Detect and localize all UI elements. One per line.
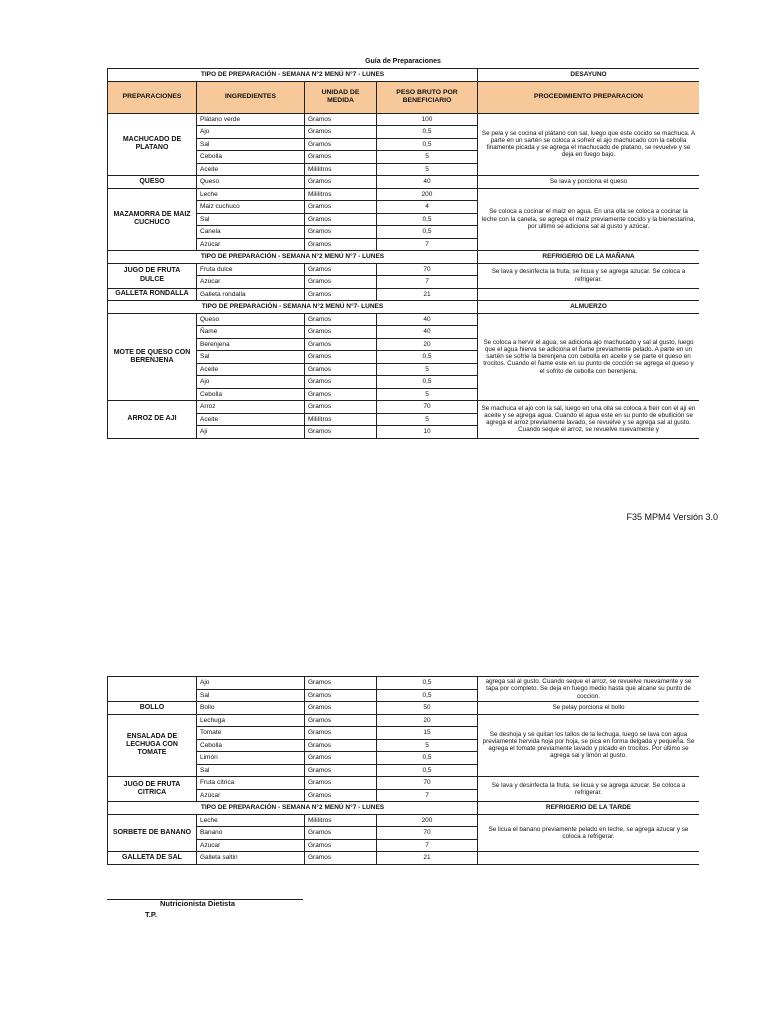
procedure-text: Se lava y desinfecta la fruta, se licua y se agrega azucar. Se coloca a refrigerar. — [478, 777, 700, 802]
unit-of-measure: Gramos — [305, 238, 377, 251]
procedure-text: Se machuca el ajo con la sal, luego en una olla se coloca a freír con el ají en aceite y se agrega agua. Cuando el agua este en su punto de ebullición se agrega el arroz previamente lavado, se revuelve y se agrega sal al gusto. Cuando seque el arroz, se revuelve nuevamente y — [478, 401, 700, 439]
preparation-name: MACHUCADO DE PLATANO — [108, 113, 197, 176]
header-peso: PESO BRUTO POR BENEFICIARIO — [377, 81, 478, 113]
ingredient-name: Bollo — [197, 702, 305, 715]
prep-group-mazamorra — [108, 188, 700, 251]
section-header-almuerzo — [108, 301, 700, 314]
unit-of-measure: Gramos — [305, 388, 377, 401]
ingredient-name: Azucar — [197, 839, 305, 852]
gross-weight: 70 — [377, 263, 478, 276]
ingredient-row — [108, 176, 700, 189]
unit-of-measure: Mililitros — [305, 163, 377, 176]
gross-weight: 0,5 — [377, 138, 478, 151]
unit-of-measure: Mililitros — [305, 413, 377, 426]
unit-of-measure: Gramos — [305, 702, 377, 715]
gross-weight: 21 — [377, 852, 478, 865]
ingredient-name: Cebolla — [197, 151, 305, 164]
unit-of-measure: Mililitros — [305, 188, 377, 201]
prep-group-arroz — [108, 401, 700, 439]
ingredient-name: Sal — [197, 351, 305, 364]
unit-of-measure: Gramos — [305, 176, 377, 189]
ingredient-row — [108, 313, 700, 326]
preparation-name: SORBETE DE BANANO — [108, 814, 197, 852]
ingredient-row — [108, 188, 700, 201]
section-refrigerio-tarde — [108, 802, 700, 815]
preparation-name: JUGO DE FRUTA CITRICA — [108, 777, 197, 802]
header-preparaciones: PREPARACIONES — [108, 81, 197, 113]
ingredient-row — [108, 113, 700, 126]
prep-group-bollo — [108, 702, 700, 715]
ingredient-name: Sal — [197, 138, 305, 151]
unit-of-measure: Gramos — [305, 326, 377, 339]
ingredient-name: Queso — [197, 313, 305, 326]
section-tipo: TIPO DE PREPARACIÓN - SEMANA N°2 MENÚ N°7 - LUNES — [108, 251, 478, 264]
section-meal: REFRIGERIO DE LA MAÑANA — [478, 251, 700, 264]
ingredient-row — [108, 714, 700, 727]
gross-weight: 7 — [377, 789, 478, 802]
preparation-name: JUGO DE FRUTA DULCE — [108, 263, 197, 288]
procedure-text: Se coloca a cocinar el maíz en agua. En una olla se coloca a cocinar la leche con la canela, se agrega el maíz previamente cocido y la bienestarina, por ultimo se adiciona sal al gusto y azúcar. — [478, 188, 700, 251]
prep-group-mote — [108, 313, 700, 401]
preparation-name: BOLLO — [108, 702, 197, 715]
header-procedimiento: PROCEDIMIENTO PREPARACION — [478, 81, 700, 113]
unit-of-measure: Gramos — [305, 313, 377, 326]
gross-weight: 20 — [377, 714, 478, 727]
procedure-text: Se deshoja y se quitan los tallos de la lechuga, luego se lava con agua previamente hervida hoja por hoja, se pica en forma delgada y pequeña. Se agrega el tomate previamente lavado y picado en trocitos. Por último se agrega sal y limón al gusto. — [478, 714, 700, 777]
gross-weight: 70 — [377, 401, 478, 414]
unit-of-measure: Gramos — [305, 126, 377, 139]
prep-group-galleta-rondalla — [108, 288, 700, 301]
unit-of-measure: Gramos — [305, 689, 377, 702]
ingredient-name: Tomate — [197, 727, 305, 740]
procedure-text: Se pelay porciona el bollo — [478, 702, 700, 715]
gross-weight: 0,5 — [377, 376, 478, 389]
gross-weight: 20 — [377, 338, 478, 351]
ingredient-row — [108, 401, 700, 414]
gross-weight: 40 — [377, 313, 478, 326]
ingredient-name: Queso — [197, 176, 305, 189]
unit-of-measure: Gramos — [305, 151, 377, 164]
procedure-text: Se coloca a hervir el agua, se adiciona ajo machucado y sal al gusto, luego que el agua hierva se adiciona el ñame previamente pelado. A parte en un sartén se sofríe la berenjena con cebolla en aceite y se parte el queso en trocitos. Cuando el ñame este en su punto de cocción se agrega el queso y el sofrito de cebolla con berenjena. — [478, 313, 700, 401]
ingredient-name: Banano — [197, 827, 305, 840]
prep-group-jugo-dulce — [108, 263, 700, 288]
gross-weight: 7 — [377, 276, 478, 289]
ingredient-name: Berenjena — [197, 338, 305, 351]
procedure-text: Se licua el banano previamente pelado en leche, se agrega azucar y se coloca a refrigerar. — [478, 814, 700, 852]
unit-of-measure: Gramos — [305, 138, 377, 151]
preparation-name: GALLETA DE SAL — [108, 852, 197, 865]
gross-weight: 7 — [377, 238, 478, 251]
prep-group-jugo-citrica — [108, 777, 700, 802]
ingredient-row — [108, 852, 700, 865]
preparation-name: ENSALADA DE LECHUGA CON TOMATE — [108, 714, 197, 777]
preparation-name: QUESO — [108, 176, 197, 189]
section-meal: REFRIGERIO DE LA TARDE — [478, 802, 700, 815]
unit-of-measure: Gramos — [305, 789, 377, 802]
ingredient-name: Sal — [197, 764, 305, 777]
gross-weight: 0,5 — [377, 752, 478, 765]
ingredient-name: Aceite — [197, 363, 305, 376]
gross-weight: 70 — [377, 827, 478, 840]
ingredient-name: Fruta cítrica — [197, 777, 305, 790]
section-refrigerio-manana — [108, 251, 700, 264]
unit-of-measure: Mililitros — [305, 814, 377, 827]
unit-of-measure: Gramos — [305, 213, 377, 226]
section-tipo: TIPO DE PREPARACIÓN - SEMANA N°2 MENÚ N°7 - LUNES — [108, 69, 478, 82]
gross-weight: 7 — [377, 839, 478, 852]
ingredient-name: Ajo — [197, 376, 305, 389]
ingredient-name: Sal — [197, 689, 305, 702]
procedure-text: Se lava y porciona el queso — [478, 176, 700, 189]
gross-weight: 200 — [377, 814, 478, 827]
table-body-page-1 — [108, 69, 700, 114]
section-almuerzo — [108, 301, 700, 314]
header-unidad: UNIDAD DE MEDIDA — [305, 81, 377, 113]
ingredient-row — [108, 288, 700, 301]
ingredient-row — [108, 677, 700, 690]
ingredient-name: Arroz — [197, 401, 305, 414]
section-header-refrigerio-tarde — [108, 802, 700, 815]
section-tipo: TIPO DE PREPARACIÓN - SEMANA N°2 MENÚ N°7- LUNES — [108, 301, 478, 314]
gross-weight: 100 — [377, 113, 478, 126]
header-ingredientes: INGREDIENTES — [197, 81, 305, 113]
gross-weight: 40 — [377, 326, 478, 339]
gross-weight: 5 — [377, 163, 478, 176]
unit-of-measure: Gramos — [305, 401, 377, 414]
ingredient-name: Cebolla — [197, 739, 305, 752]
unit-of-measure: Gramos — [305, 288, 377, 301]
unit-of-measure: Gramos — [305, 852, 377, 865]
gross-weight: 0,5 — [377, 677, 478, 690]
ingredient-name: Galleta rondalla — [197, 288, 305, 301]
gross-weight: 21 — [377, 288, 478, 301]
procedure-text: agrega sal al gusto. Cuando seque el arroz, se revuelve nuevamente y se tapa por completo. Se deja en fuego medio hasta que alcane su punto de coccion. — [478, 677, 700, 702]
preparation-name — [108, 677, 197, 702]
ingredient-row — [108, 263, 700, 276]
unit-of-measure: Gramos — [305, 739, 377, 752]
unit-of-measure: Gramos — [305, 201, 377, 214]
ingredient-row — [108, 777, 700, 790]
gross-weight: 15 — [377, 727, 478, 740]
unit-of-measure: Gramos — [305, 839, 377, 852]
gross-weight: 50 — [377, 702, 478, 715]
ingredient-name: Ajo — [197, 126, 305, 139]
ingredient-name: Limón — [197, 752, 305, 765]
preparations-table-page-1 — [107, 68, 699, 483]
preparation-name: ARROZ DE AJI — [108, 401, 197, 439]
ingredient-name: Aceite — [197, 413, 305, 426]
section-meal: DESAYUNO — [478, 69, 700, 82]
gross-weight: 0,5 — [377, 126, 478, 139]
preparation-name: GALLETA RONDALLA — [108, 288, 197, 301]
preparations-table-page-2 — [107, 676, 699, 869]
gross-weight: 5 — [377, 151, 478, 164]
prep-group-queso — [108, 176, 700, 189]
ingredient-name: Lechuga — [197, 714, 305, 727]
unit-of-measure: Gramos — [305, 752, 377, 765]
ingredient-name: Plátano verde — [197, 113, 305, 126]
unit-of-measure: Gramos — [305, 226, 377, 239]
prep-group-arroz-continued — [108, 677, 700, 702]
unit-of-measure: Gramos — [305, 677, 377, 690]
document-title: Guía de Preparaciones — [365, 58, 441, 65]
gross-weight: 5 — [377, 413, 478, 426]
procedure-text — [478, 288, 700, 301]
ingredient-name: Azúcar — [197, 276, 305, 289]
ingredient-row — [108, 702, 700, 715]
gross-weight: 40 — [377, 176, 478, 189]
unit-of-measure: Gramos — [305, 727, 377, 740]
section-tipo: TIPO DE PREPARACIÓN - SEMANA N°2 MENÚ N°7 - LUNES — [108, 802, 478, 815]
procedure-text — [478, 852, 700, 865]
prep-group-sorbete — [108, 814, 700, 852]
preparation-name: MOTE DE QUESO CON BERENJENA — [108, 313, 197, 401]
ingredient-name: Azúcar — [197, 789, 305, 802]
gross-weight: 0,5 — [377, 213, 478, 226]
gross-weight: 5 — [377, 739, 478, 752]
unit-of-measure: Gramos — [305, 338, 377, 351]
ingredient-name: Ñame — [197, 326, 305, 339]
ingredient-name: Galleta saltin — [197, 852, 305, 865]
gross-weight: 4 — [377, 201, 478, 214]
unit-of-measure: Gramos — [305, 827, 377, 840]
ingredient-name: Fruta dulce — [197, 263, 305, 276]
ingredient-name: Sal — [197, 213, 305, 226]
prep-group-ensalada — [108, 714, 700, 777]
gross-weight: 0,5 — [377, 689, 478, 702]
unit-of-measure: Gramos — [305, 714, 377, 727]
unit-of-measure: Gramos — [305, 263, 377, 276]
unit-of-measure: Gramos — [305, 351, 377, 364]
ingredient-name: Leche — [197, 814, 305, 827]
unit-of-measure: Gramos — [305, 777, 377, 790]
ingredient-row — [108, 814, 700, 827]
unit-of-measure: Gramos — [305, 276, 377, 289]
ingredient-name: Azúcar — [197, 238, 305, 251]
gross-weight: 0,5 — [377, 764, 478, 777]
preparation-name: MAZAMORRA DE MAIZ CUCHUCO — [108, 188, 197, 251]
form-version: F35 MPM4 Versión 3.0 — [626, 512, 718, 522]
signature-tp: T.P. — [145, 910, 157, 919]
ingredient-name: Leche — [197, 188, 305, 201]
signature-name: Nutricionista Dietista — [160, 899, 236, 908]
gross-weight: 0,5 — [377, 351, 478, 364]
ingredient-name: Canela — [197, 226, 305, 239]
column-headers — [108, 81, 700, 113]
gross-weight: 5 — [377, 388, 478, 401]
unit-of-measure: Gramos — [305, 376, 377, 389]
gross-weight: 200 — [377, 188, 478, 201]
unit-of-measure: Gramos — [305, 363, 377, 376]
gross-weight: 5 — [377, 363, 478, 376]
gross-weight: 0,5 — [377, 226, 478, 239]
gross-weight: 10 — [377, 426, 478, 439]
ingredient-name: Aji — [197, 426, 305, 439]
gross-weight: 70 — [377, 777, 478, 790]
section-header-refrigerio-manana — [108, 251, 700, 264]
procedure-text: Se lava y desinfecta la fruta, se licua y se agrega azucar. Se coloca a refrigerar. — [478, 263, 700, 288]
unit-of-measure: Gramos — [305, 113, 377, 126]
ingredient-name: Cebolla — [197, 388, 305, 401]
ingredient-name: Aceite — [197, 163, 305, 176]
section-header-desayuno — [108, 69, 700, 82]
prep-group-galleta-sal — [108, 852, 700, 865]
unit-of-measure: Gramos — [305, 426, 377, 439]
unit-of-measure: Gramos — [305, 764, 377, 777]
prep-group-machucado — [108, 113, 700, 176]
procedure-text: Se pela y se cocina el plátano con sal, luego que este cocido se machuca. A parte en un sartén se coloca a sofreír el ajo machucado con la cebolla finamente picada y se agrega el machucado de platano, se revuelve y se deja en fuego bajo. — [478, 113, 700, 176]
section-meal: ALMUERZO — [478, 301, 700, 314]
ingredient-name: Ajo — [197, 677, 305, 690]
ingredient-name: Maiz cuchuco — [197, 201, 305, 214]
